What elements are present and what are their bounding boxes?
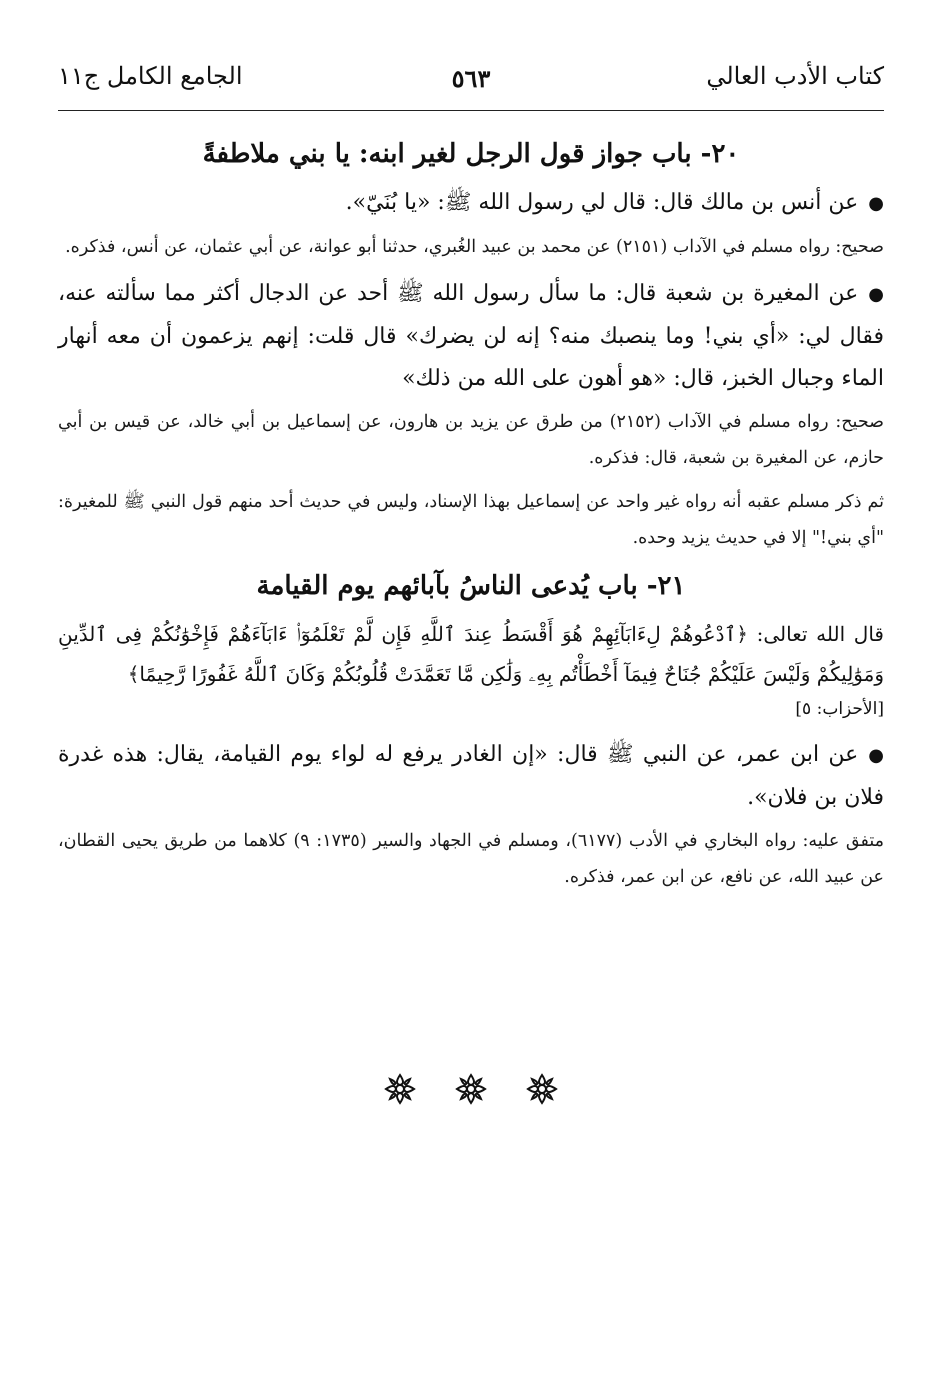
hadith-text (58, 734, 884, 819)
page-content (58, 132, 884, 903)
bullet-icon: ● (868, 193, 884, 214)
hadith-body: عن المغيرة بن شعبة قال: ما سأل رسول الله ﷺ أحد عن الدجال أكثر مما سألته عنه، فقال لي: «أي بني! وما ينصبك منه؟ إنه لن يضرك» قال قلت: إنهم يزعمون أن معه أنهار الماء وجبال الخبز، قال: «هو أهون على الله من ذلك» (58, 281, 884, 391)
hadith-body: عن ابن عمر، عن النبي ﷺ قال: «إن الغادر يرفع له لواء يوم القيامة، يقال: هذه غدرة فلان بن فلان». (58, 742, 884, 810)
chapter-heading-20: ٢٠- باب جواز قول الرجل لغير ابنه: يا بني ملاطفةً (202, 139, 740, 169)
floral-ornament-icon (454, 1072, 488, 1106)
takhrij-comment: ثم ذكر مسلم عقبه أنه رواه غير واحد عن إسماعيل بهذا الإسناد، وليس في حديث أحد منهم قول النبي ﷺ للمغيرة: "أي بني!" إلا في حديث يزيد وحده. (58, 492, 884, 548)
collection-title: الجامع الكامل ج١١ (58, 62, 243, 90)
page-header (58, 62, 884, 102)
page-number: ٥٦٣ (451, 64, 491, 93)
hadith-text (58, 182, 884, 225)
bullet-icon: ● (868, 745, 884, 766)
quran-verse: قال الله تعالى: ﴿ٱدْعُوهُمْ لِءَابَآئِهِمْ هُوَ أَقْسَطُ عِندَ ٱللَّهِ فَإِن لَّمْ تَعْلَمُوٓا۟ ءَابَآءَهُمْ فَإِخْوَٰنُكُمْ فِى ٱلدِّينِ وَمَوَٰلِيكُمْ وَلَيْسَ عَلَيْكُمْ جُنَاحٌ فِيمَآ أَخْطَأْتُم بِهِۦ وَلَٰكِن مَّا تَعَمَّدَتْ قُلُوبُكُمْ وَكَانَ ٱللَّهُ غَفُورًا رَّحِيمًا﴾ (58, 622, 884, 686)
header-rule (58, 110, 884, 111)
bullet-icon: ● (868, 284, 884, 305)
chapter-heading-21: ٢١- باب يُدعى الناسُ بآبائهم يوم القيامة (256, 571, 686, 601)
takhrij-note: متفق عليه: رواه البخاري في الأدب (٦١٧٧)، ومسلم في الجهاد والسير (١٧٣٥: ٩) كلاهما من طريق يحيى القطان، عن عبيد الله، عن نافع، عن ابن عمر، فذكره. (58, 831, 884, 887)
floral-ornament-icon (525, 1072, 559, 1106)
section-end-ornaments (0, 1072, 942, 1110)
hadith-body: عن أنس بن مالك قال: قال لي رسول الله ﷺ: «يا بُنَيّ». (345, 190, 859, 215)
book-title: كتاب الأدب العالي (706, 62, 884, 90)
hadith-text (58, 273, 884, 400)
takhrij-note: صحيح: رواه مسلم في الآداب (٢١٥١) عن محمد بن عبيد الغُبري، حدثنا أبو عوانة، عن أبي عثمان، عن أنس، فذكره. (65, 237, 884, 257)
quran-reference: [الأحزاب: ٥] (795, 699, 884, 719)
floral-ornament-icon (383, 1072, 417, 1106)
takhrij-note: صحيح: رواه مسلم في الآداب (٢١٥٢) من طرق عن يزيد بن هارون، عن إسماعيل بن أبي خالد، عن قيس بن أبي حازم، عن المغيرة بن شعبة، قال: فذكره. (58, 412, 884, 468)
